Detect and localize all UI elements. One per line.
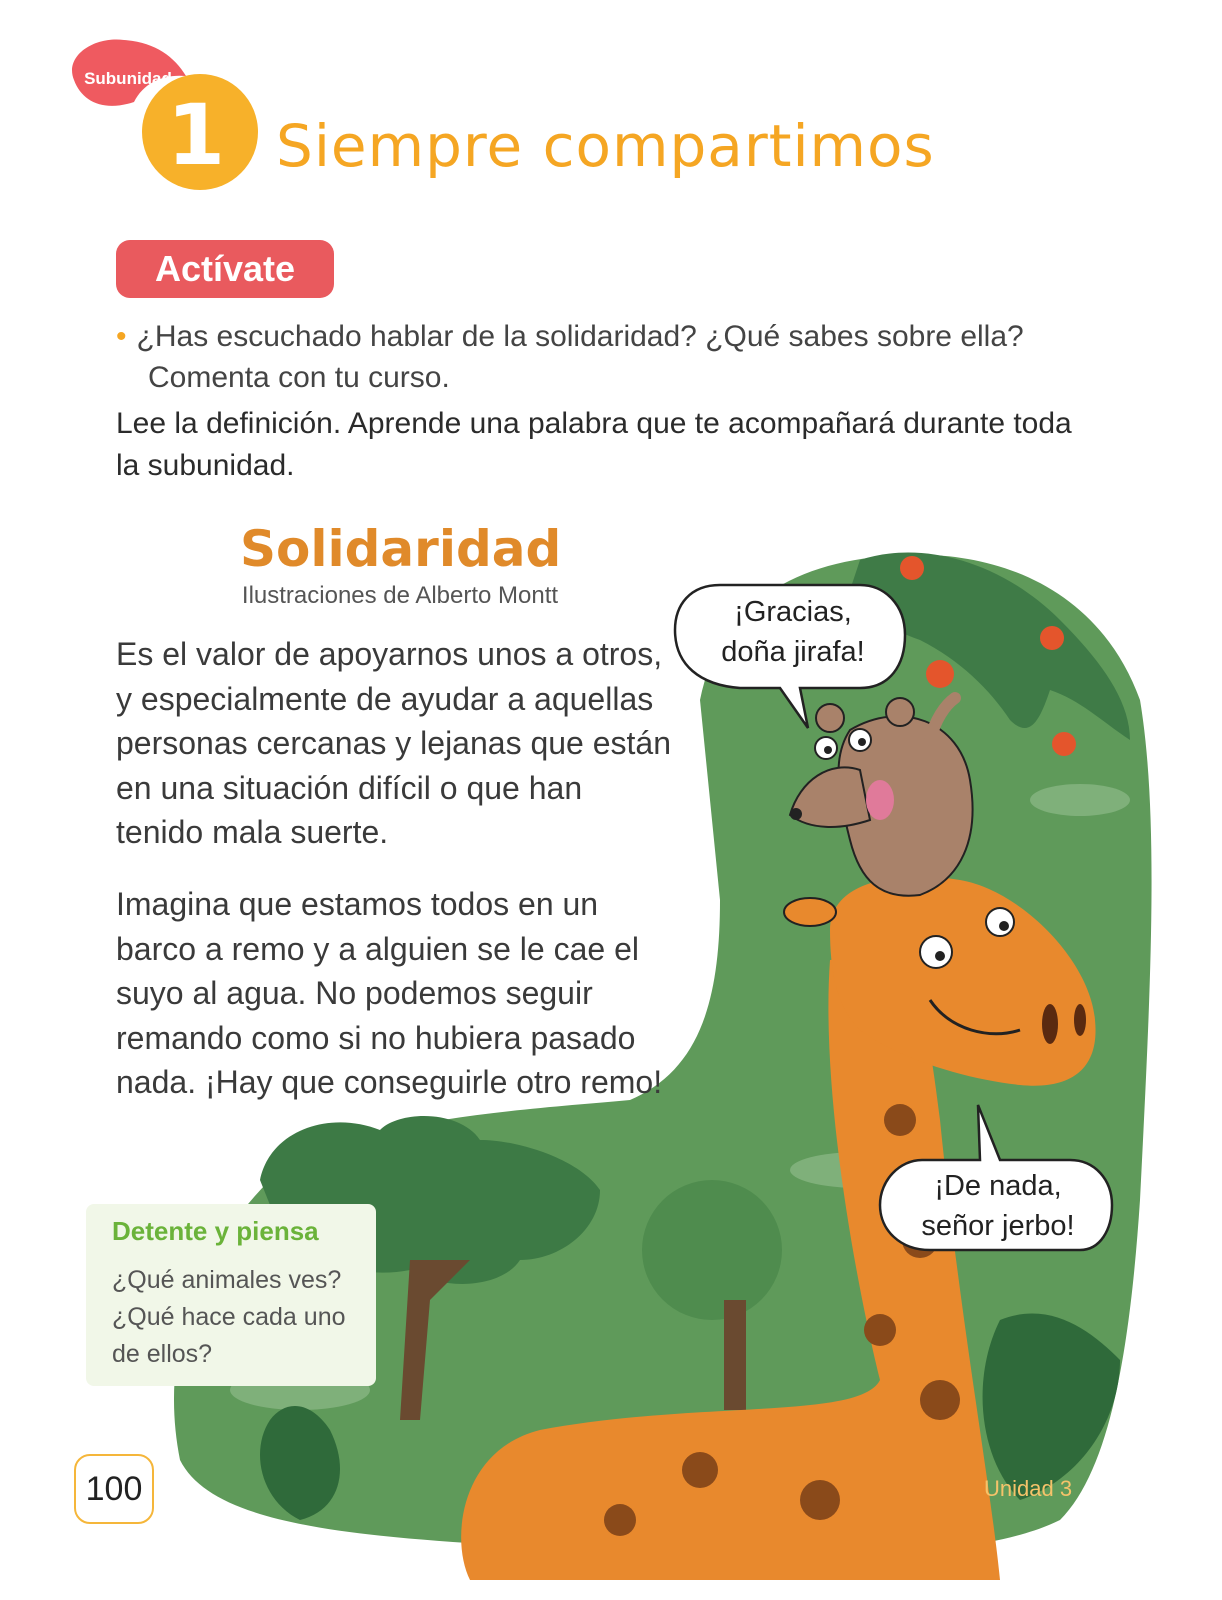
definition-paragraph-2: Imagina que estamos todos en un barco a remo y a alguien se le cae el suyo al agua. No podemos seguir remando como si no hubiera pasado nada. ¡Hay que conseguirle otro remo! [116, 886, 663, 1100]
subunit-number-circle [140, 44, 260, 194]
tree-trunk-middle [724, 1300, 746, 1410]
definition-paragraph-1: Es el valor de apoyarnos unos a otros, y especialmente de ayudar a aquellas personas cercanas y lejanas que están en una situación difícil o que han tenido mala suerte. [116, 636, 672, 850]
bubble-jerbo-line1: ¡Gracias, [734, 596, 852, 628]
stop-think-title: Detente y piensa [112, 1216, 319, 1246]
tree-canopy-middle [642, 1180, 782, 1320]
page-title: Siempre compartimos [276, 112, 935, 180]
giraffe-nostril [1042, 1004, 1058, 1044]
activate-bullet-line2: Comenta con tu curso. [148, 361, 450, 394]
page-number: 100 [74, 1454, 154, 1524]
bubble-text-giraffe [888, 1166, 1108, 1246]
fruit-icon [926, 660, 954, 688]
giraffe-eye [920, 936, 952, 968]
illustration-credit: Ilustraciones de Alberto Montt [241, 582, 559, 609]
definition-heading: Solidaridad [240, 520, 562, 578]
activate-bullet-line1: ¿Has escuchado hablar de la solidaridad? ¿Qué sabes sobre ella? [136, 320, 1024, 353]
jerbo-tongue [866, 780, 894, 820]
fruit-icon [900, 556, 924, 580]
subunit-badge-label: Subunidad [84, 69, 172, 88]
jerbo-ear [816, 704, 844, 732]
activate-question [116, 316, 1036, 398]
bubble-text-jerbo [688, 592, 898, 672]
giraffe-ear [784, 898, 836, 926]
bullet-icon: • [116, 320, 127, 353]
bush-right [983, 1314, 1120, 1500]
stop-think-text: ¿Qué animales ves? ¿Qué hace cada uno de ellos? [112, 1266, 346, 1368]
bubble-giraffe-line1: ¡De nada, [934, 1170, 1062, 1202]
subunit-number: 1 [166, 86, 226, 184]
instruction-text: Lee la definición. Aprende una palabra que te acompañará durante toda la subunidad. [116, 407, 1072, 482]
fruit-icon [1052, 732, 1076, 756]
bubble-giraffe-line2: señor jerbo! [921, 1210, 1075, 1242]
activate-label: Actívate [116, 240, 334, 298]
bubble-jerbo-line2: doña jirafa! [721, 636, 865, 668]
unit-label: Unidad 3 [984, 1476, 1073, 1501]
fruit-icon [1040, 626, 1064, 650]
giraffe-eye [986, 908, 1014, 936]
